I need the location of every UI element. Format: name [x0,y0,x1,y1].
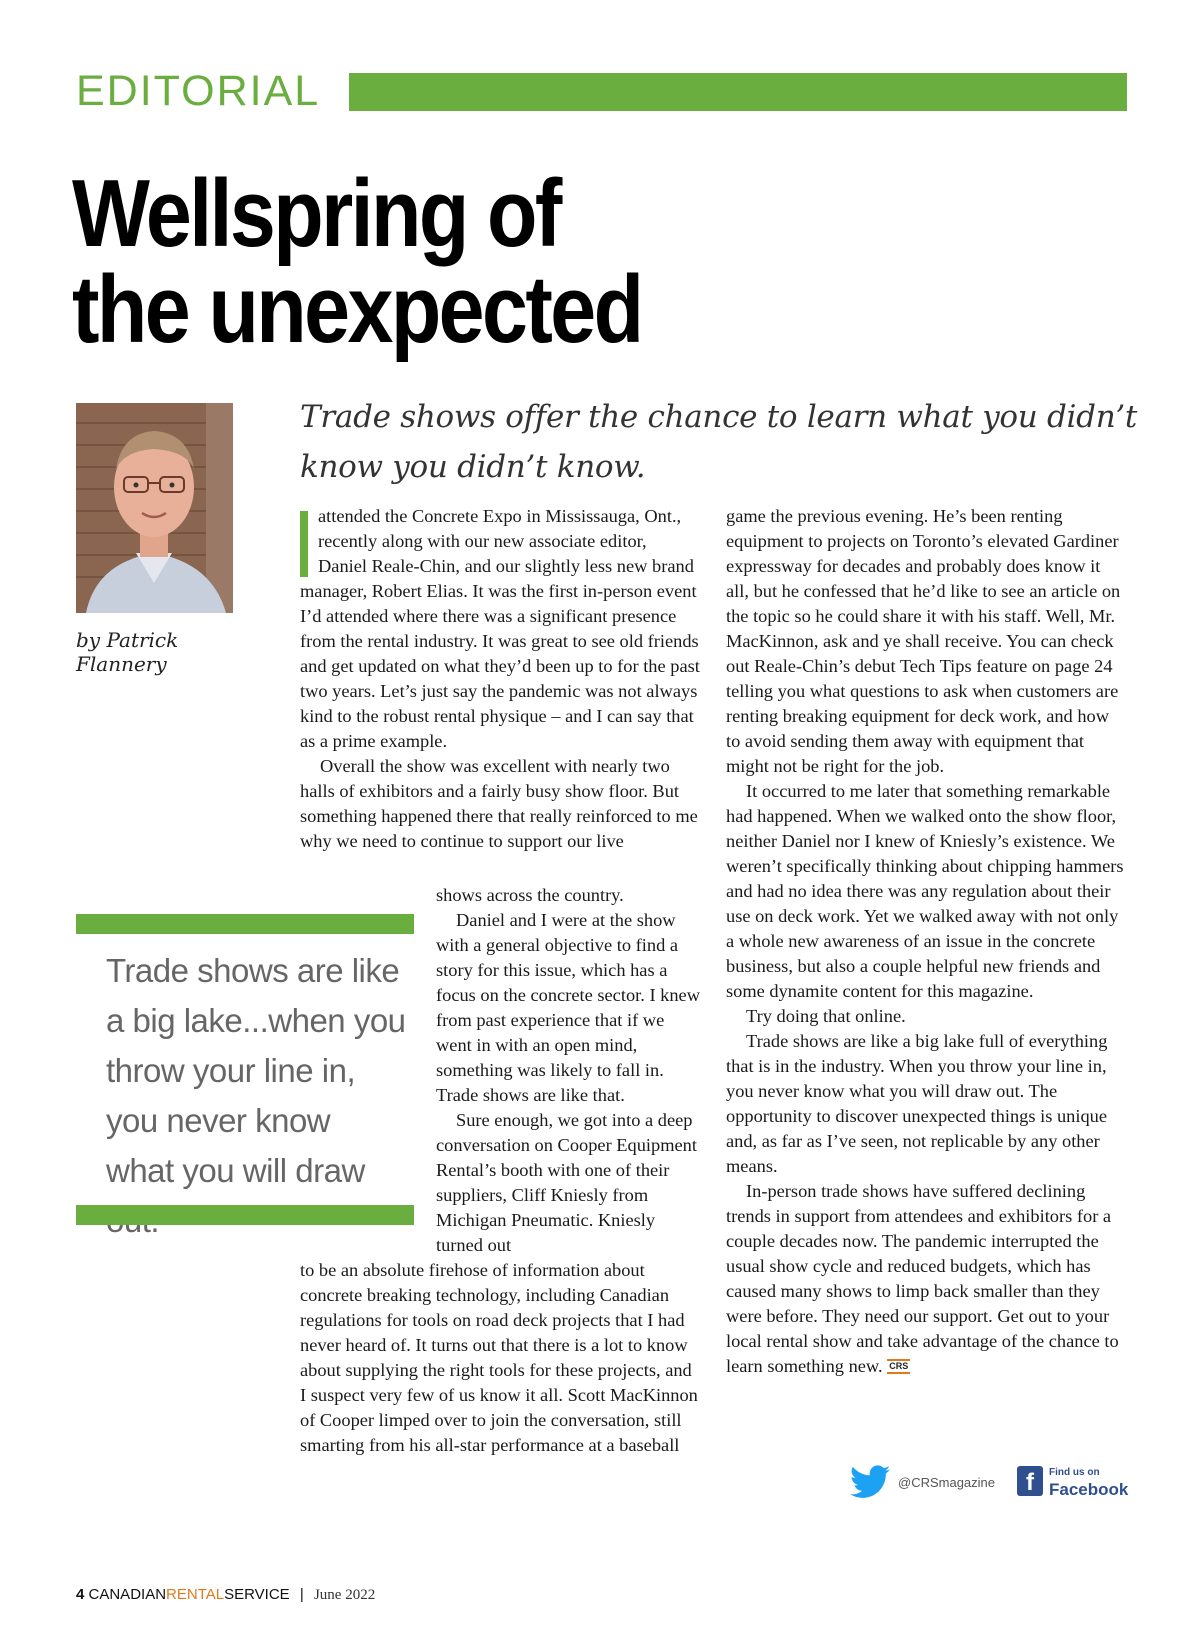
twitter-handle: @CRSmagazine [898,1474,996,1490]
article-paragraph: Daniel and I were at the show with a general objective to find a story for this issue, which has a focus on the concrete sector. I knew from past experience that if we went in with an open mind, something was likely to fall in. Trade shows are like that. [436,910,701,1105]
page-footer [76,1586,375,1604]
pullquote-bar-top [76,914,414,934]
article-paragraph: shows across the country. [436,885,624,905]
facebook-link[interactable] [1017,1464,1128,1498]
byline: by Patrick Flannery [76,628,179,676]
article-paragraph: Trade shows are like a big lake full of everything that is in the industry. When you throw your line in, you never know what you will draw out. The opportunity to discover unexpected things is unique and, as far as I’ve seen, not replicable by any other means. [726,1031,1108,1176]
article-paragraph: Overall the show was excellent with nearly two halls of exhibitors and a fairly busy show floor. But something happened there that really reinforced to me why we need to continue to support our live [300,756,698,851]
article-column-1-narrow [436,883,702,1258]
drop-cap-bar [300,511,308,577]
headline [72,160,846,363]
headline-line-1: Wellspring of [72,160,560,267]
footer-separator: | [299,1586,304,1603]
twitter-bird-icon [850,1465,890,1499]
pullquote-bar-bottom [76,1205,414,1225]
article-paragraph: to be an absolute firehose of information about concrete breaking technology, including Canadian regulations for tools on road deck projects that I had never heard of. It turns out that there is a lot to know about supplying the right tools for these projects, and I suspect very few of us know it all. Scott MacKinnon of Cooper limped over to join the conversation, still smarting from his all-star performance at a baseball [300,1260,698,1455]
crs-end-mark: CRS [887,1359,910,1374]
article-paragraph: Try doing that online. [746,1006,906,1026]
brand-rental: RENTAL [166,1586,225,1603]
facebook-f-icon: f [1017,1466,1043,1496]
brand-service: SERVICE [224,1586,290,1603]
last-paragraph-text: In-person trade shows have suffered declining trends in support from attendees and exhibitors for a couple decades now. The pandemic interrupted the usual show cycle and reduced budgets, which has caused many shows to limp back smaller than they were before. They need our support. Get out to your local rental show and take advantage of the chance to learn something new. [726,1181,1119,1376]
facebook-small-text: Find us on [1049,1467,1100,1478]
author-photo [76,403,233,613]
twitter-link[interactable] [850,1465,995,1499]
facebook-big-text: Facebook [1049,1480,1129,1499]
article-column-2 [726,504,1126,1379]
page-number: 4 [76,1586,85,1603]
pullquote: Trade shows are like a big lake...when you throw your line in, you never know what you will draw [106,952,406,1189]
headline-line-2: the unexpected [72,256,642,363]
article-paragraph-last [726,1179,1126,1379]
article-column-1-bottom [300,1258,700,1458]
section-label: EDITORIAL [76,67,321,115]
issue-date: June 2022 [313,1587,376,1603]
article-paragraph: Sure enough, we got into a deep conversation on Cooper Equipment Rental’s booth with one of their suppliers, Cliff Kniesly from Michigan Pneumatic. Kniesly turned out [436,1110,697,1255]
article-column-1 [300,504,700,854]
facebook-label [1049,1464,1128,1498]
article-paragraph: attended the Concrete Expo in Mississauga, Ont., recently along with our new associate editor, Daniel Reale-Chin, and our slightly less new brand manager, Robert Elias. It was the first in-person event I’d attended where there was a significant presence from the rental industry. It was great to see old friends and get updated on what they’d been up to for the past two years. Let’s just say the pandemic was not always kind to the robust rental physique – and I can say that as a prime example. [300,506,700,751]
brand-canadian: CANADIAN [88,1586,167,1603]
section-bar [349,73,1127,111]
article-paragraph: game the previous evening. He’s been renting equipment to projects on Toronto’s elevated Gardiner expressway for decades and probably does know it all, but he confessed that he’d like to see an article on the topic so he could share it with his staff. Well, Mr. MacKinnon, ask and ye shall receive. You can check out Reale-Chin’s debut Tech Tips feature on page 24 telling you what questions to ask when customers are renting breaking equipment for deck work, and how to avoid sending them away with equipment that might not be right for the job. [726,506,1121,776]
article-paragraph: It occurred to me later that something remarkable had happened. When we walked onto the show floor, neither Daniel nor I knew of Kniesly’s existence. We weren’t specifically thinking about chipping hammers and had no idea there was any regulation about their use on deck work. Yet we walked away with not only a whole new awareness of an issue in the concrete business, but also a couple helpful new friends and some dynamite content for this magazine. [726,781,1124,1001]
deck-subtitle: Trade shows offer the chance to learn what you didn’t know you didn’t know. [300,399,1138,485]
